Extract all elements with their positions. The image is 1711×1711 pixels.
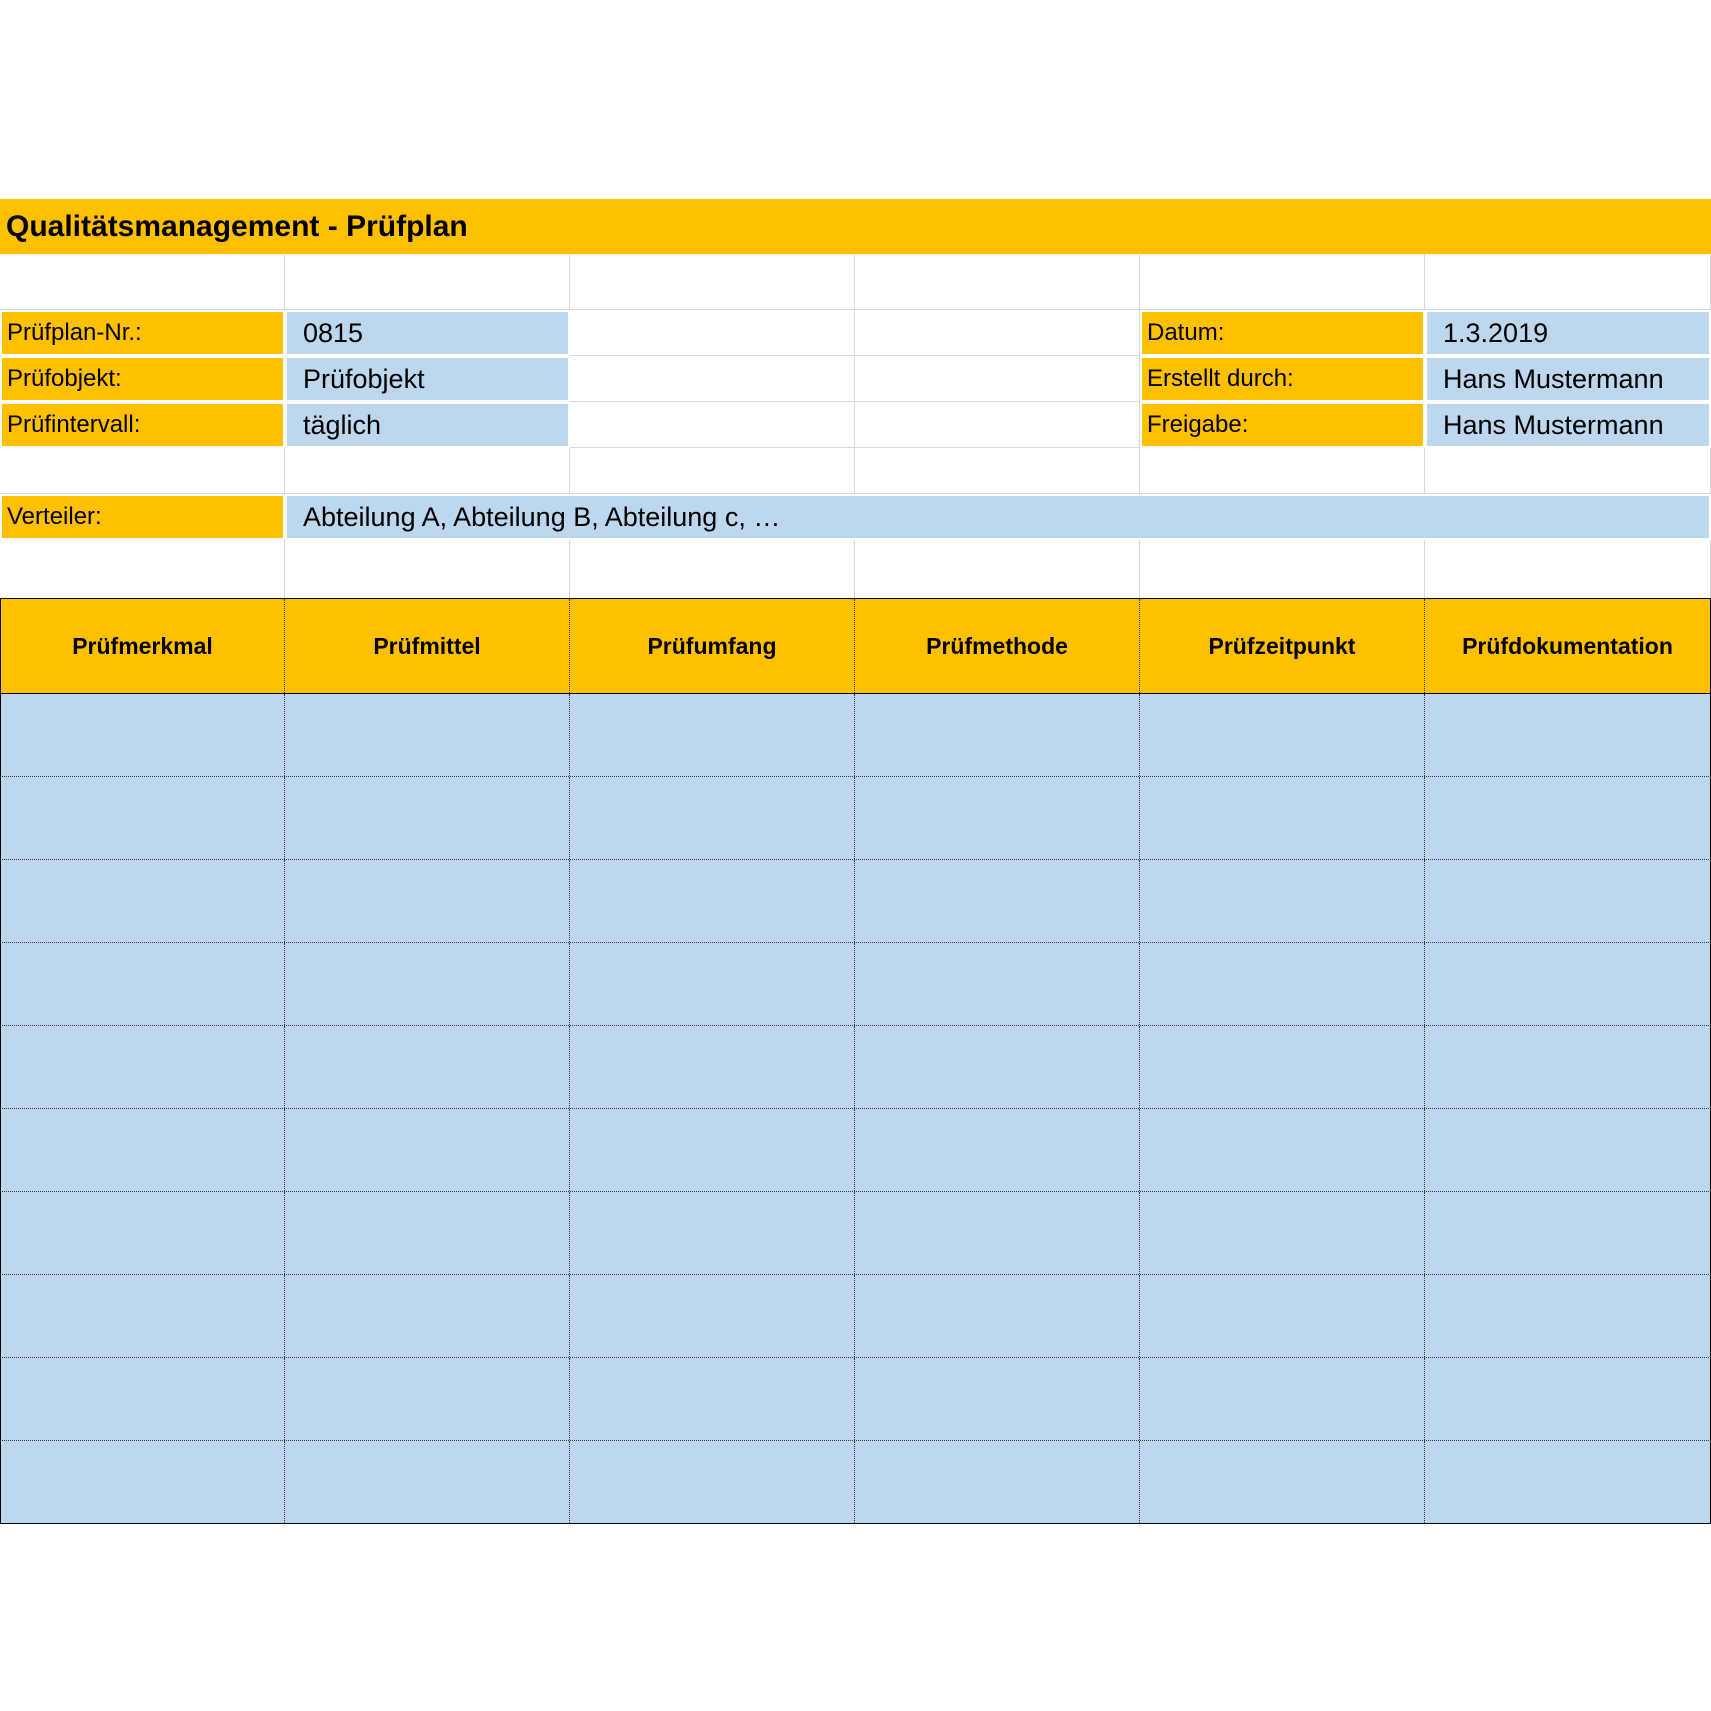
empty-cell[interactable]	[855, 448, 1140, 494]
empty-cell[interactable]	[1140, 448, 1425, 494]
info-row-pruefplan	[0, 310, 1711, 356]
empty-cell[interactable]	[570, 448, 855, 494]
table-header	[0, 599, 1711, 694]
table-row	[0, 1358, 1711, 1441]
empty-cell[interactable]	[0, 540, 285, 598]
empty-cell[interactable]	[285, 254, 570, 310]
table-cell[interactable]	[855, 1441, 1140, 1523]
table-cell[interactable]	[0, 777, 285, 859]
empty-cell[interactable]	[570, 356, 855, 402]
table-cell[interactable]	[1425, 1358, 1711, 1440]
empty-cell[interactable]	[570, 402, 855, 448]
table-cell[interactable]	[0, 694, 285, 776]
table-cell[interactable]	[0, 1192, 285, 1274]
pruefobjekt-label: Prüfobjekt:	[0, 356, 285, 402]
table-cell[interactable]	[285, 860, 570, 942]
table-row	[0, 777, 1711, 860]
table-cell[interactable]	[1425, 943, 1711, 1025]
table-cell[interactable]	[1425, 860, 1711, 942]
table-cell[interactable]	[1140, 1441, 1425, 1523]
table-row	[0, 1192, 1711, 1275]
table-cell[interactable]	[1425, 777, 1711, 859]
table-cell[interactable]	[855, 860, 1140, 942]
empty-cell[interactable]	[855, 310, 1140, 356]
table-cell[interactable]	[285, 943, 570, 1025]
freigabe-label: Freigabe:	[1140, 402, 1425, 448]
table-cell[interactable]	[855, 694, 1140, 776]
table-cell[interactable]	[855, 1109, 1140, 1191]
pruefintervall-label: Prüfintervall:	[0, 402, 285, 448]
table-cell[interactable]	[1425, 1441, 1711, 1523]
datum-value[interactable]: 1.3.2019	[1425, 310, 1711, 356]
empty-cell[interactable]	[855, 402, 1140, 448]
table-cell[interactable]	[1140, 1026, 1425, 1108]
table-cell[interactable]	[285, 1358, 570, 1440]
table-cell[interactable]	[285, 694, 570, 776]
info-row-pruefintervall	[0, 402, 1711, 448]
table-cell[interactable]	[1425, 694, 1711, 776]
page-title: Qualitätsmanagement - Prüfplan	[6, 209, 468, 243]
table-cell[interactable]	[0, 860, 285, 942]
table-cell[interactable]	[855, 1192, 1140, 1274]
pruefobjekt-value[interactable]: Prüfobjekt	[285, 356, 570, 402]
table-cell[interactable]	[1425, 1026, 1711, 1108]
spreadsheet	[0, 199, 1711, 1524]
info-row-pruefobjekt	[0, 356, 1711, 402]
table-cell[interactable]	[855, 777, 1140, 859]
table-cell[interactable]	[570, 860, 855, 942]
table-cell[interactable]	[285, 1192, 570, 1274]
empty-cell[interactable]	[1425, 448, 1711, 494]
pruefplan-table	[0, 598, 1711, 1524]
table-row	[0, 1026, 1711, 1109]
empty-cell[interactable]	[570, 540, 855, 598]
table-cell[interactable]	[855, 1275, 1140, 1357]
column-header: Prüfmittel	[285, 599, 570, 693]
column-header: Prüfzeitpunkt	[1140, 599, 1425, 693]
erstellt-durch-label: Erstellt durch:	[1140, 356, 1425, 402]
empty-cell[interactable]	[855, 254, 1140, 310]
table-cell[interactable]	[0, 943, 285, 1025]
table-cell[interactable]	[570, 1358, 855, 1440]
table-row	[0, 943, 1711, 1026]
table-cell[interactable]	[855, 943, 1140, 1025]
freigabe-value[interactable]: Hans Mustermann	[1425, 402, 1711, 448]
table-cell[interactable]	[1425, 1192, 1711, 1274]
empty-cell[interactable]	[1140, 540, 1425, 598]
table-cell[interactable]	[1140, 777, 1425, 859]
blank-row	[0, 540, 1711, 598]
table-cell[interactable]	[1140, 1109, 1425, 1191]
pruefplan-nr-label: Prüfplan-Nr.:	[0, 310, 285, 356]
pruefintervall-value[interactable]: täglich	[285, 402, 570, 448]
empty-cell[interactable]	[1425, 254, 1711, 310]
table-cell[interactable]	[570, 1026, 855, 1108]
table-cell[interactable]	[1425, 1275, 1711, 1357]
table-cell[interactable]	[570, 1192, 855, 1274]
blank-row	[0, 448, 1711, 494]
blank-row	[0, 254, 1711, 310]
table-cell[interactable]	[855, 1026, 1140, 1108]
empty-cell[interactable]	[570, 254, 855, 310]
datum-label: Datum:	[1140, 310, 1425, 356]
empty-cell[interactable]	[285, 448, 570, 494]
table-cell[interactable]	[570, 1109, 855, 1191]
empty-cell[interactable]	[285, 540, 570, 598]
table-cell[interactable]	[570, 694, 855, 776]
empty-cell[interactable]	[1140, 254, 1425, 310]
table-cell[interactable]	[1140, 1358, 1425, 1440]
table-cell[interactable]	[285, 777, 570, 859]
table-cell[interactable]	[0, 1026, 285, 1108]
empty-cell[interactable]	[855, 356, 1140, 402]
table-cell[interactable]	[1425, 1109, 1711, 1191]
table-cell[interactable]	[285, 1026, 570, 1108]
empty-cell[interactable]	[570, 310, 855, 356]
table-cell[interactable]	[0, 1109, 285, 1191]
empty-cell[interactable]	[855, 540, 1140, 598]
table-cell[interactable]	[285, 1441, 570, 1523]
table-row	[0, 860, 1711, 943]
column-header: Prüfdokumentation	[1425, 599, 1711, 693]
table-cell[interactable]	[285, 1109, 570, 1191]
table-cell[interactable]	[570, 1275, 855, 1357]
column-header: Prüfmethode	[855, 599, 1140, 693]
table-cell[interactable]	[0, 1441, 285, 1523]
table-cell[interactable]	[1140, 860, 1425, 942]
table-row	[0, 1441, 1711, 1523]
table-cell[interactable]	[1140, 943, 1425, 1025]
verteiler-label: Verteiler:	[0, 494, 285, 540]
table-cell[interactable]	[1140, 1192, 1425, 1274]
column-header: Prüfmerkmal	[0, 599, 285, 693]
table-body	[0, 694, 1711, 1523]
verteiler-row	[0, 494, 1711, 540]
table-row	[0, 1109, 1711, 1192]
table-cell[interactable]	[285, 1275, 570, 1357]
table-cell[interactable]	[1140, 1275, 1425, 1357]
title-bar	[0, 199, 1711, 254]
table-cell[interactable]	[0, 1275, 285, 1357]
erstellt-durch-value[interactable]: Hans Mustermann	[1425, 356, 1711, 402]
column-header: Prüfumfang	[570, 599, 855, 693]
empty-cell[interactable]	[0, 448, 285, 494]
empty-cell[interactable]	[0, 254, 285, 310]
pruefplan-nr-value[interactable]: 0815	[285, 310, 570, 356]
verteiler-value[interactable]: Abteilung A, Abteilung B, Abteilung c, …	[285, 494, 1711, 540]
table-cell[interactable]	[0, 1358, 285, 1440]
table-cell[interactable]	[855, 1358, 1140, 1440]
table-row	[0, 694, 1711, 777]
empty-cell[interactable]	[1425, 540, 1711, 598]
table-cell[interactable]	[1140, 694, 1425, 776]
table-cell[interactable]	[570, 1441, 855, 1523]
table-row	[0, 1275, 1711, 1358]
table-cell[interactable]	[570, 943, 855, 1025]
table-cell[interactable]	[570, 777, 855, 859]
